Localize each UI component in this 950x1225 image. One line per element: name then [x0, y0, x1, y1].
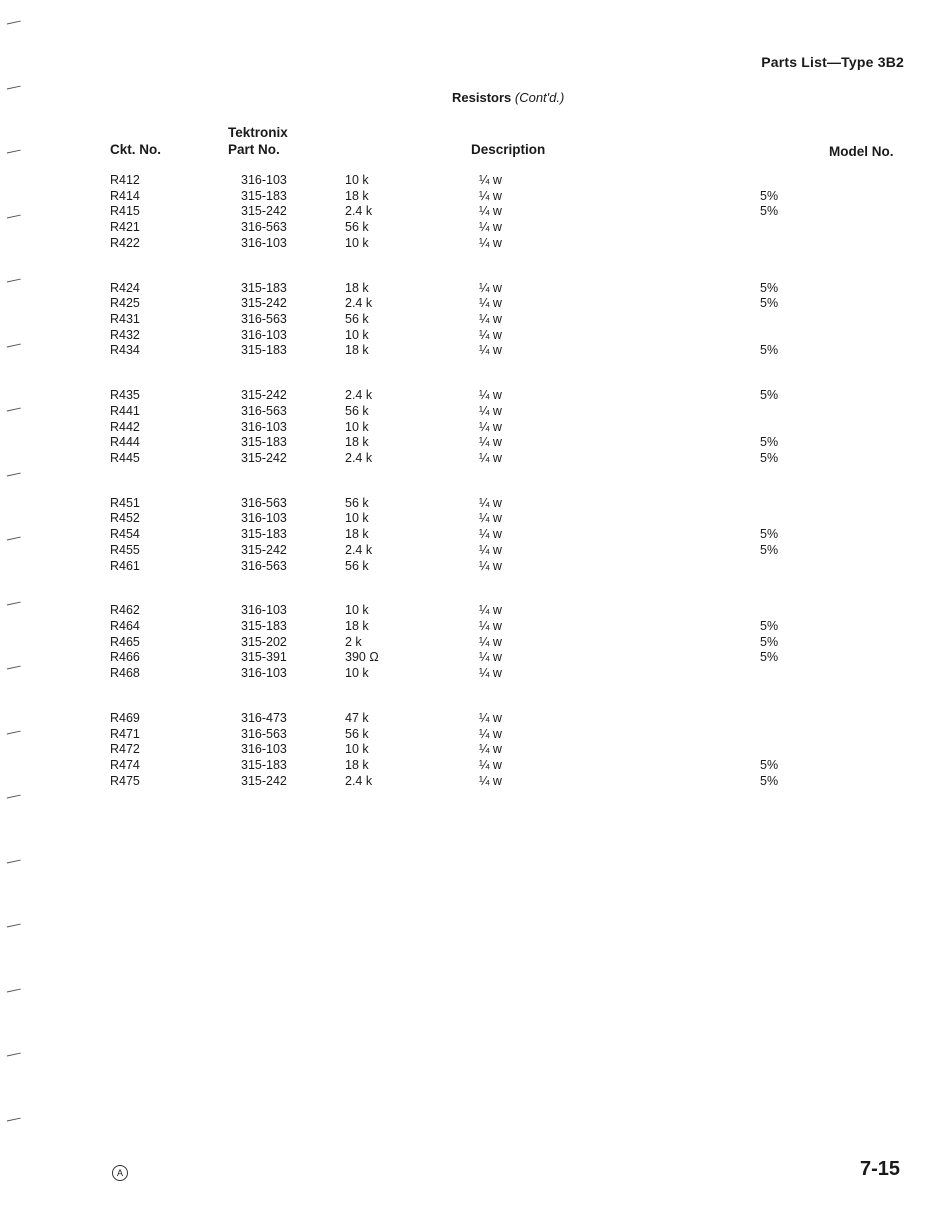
table-row-group: [0, 281, 950, 389]
resistance-cell: 56 k: [345, 220, 369, 235]
resistance-cell: 2.4 k: [345, 542, 373, 557]
margin-mark: [7, 988, 21, 994]
margin-mark: [7, 21, 21, 27]
column-header-part-no-label: Part No.: [228, 142, 280, 157]
wattage-cell: ¼ w: [479, 188, 502, 203]
ckt-no-cell: R441: [110, 403, 140, 418]
tolerance-cell: 5%: [760, 634, 779, 649]
column-header-description: Description: [471, 142, 546, 157]
margin-mark: [7, 1053, 21, 1059]
wattage-cell: ¼ w: [479, 742, 502, 757]
resistance-cell: 2.4 k: [345, 388, 373, 403]
part-no-cell: 315-242: [241, 542, 287, 557]
tolerance-cell: 5%: [760, 388, 779, 403]
wattage-cell: ¼ w: [479, 435, 502, 450]
part-no-cell: 316-563: [241, 403, 287, 418]
wattage-cell: ¼ w: [479, 173, 502, 187]
resistance-cell: 10 k: [345, 235, 369, 250]
wattage-cell: ¼ w: [479, 403, 502, 418]
ckt-no-cell: R475: [110, 773, 140, 788]
ckt-no-cell: R422: [110, 235, 140, 250]
tolerance-cell: 5%: [760, 188, 779, 203]
part-no-cell: 316-563: [241, 220, 287, 235]
wattage-cell: ¼ w: [479, 450, 502, 465]
company-logo: A: [112, 1165, 128, 1181]
tolerance-cell: 5%: [760, 280, 779, 295]
ckt-no-cell: R469: [110, 710, 140, 725]
resistance-cell: 47 k: [345, 710, 369, 725]
wattage-cell: ¼ w: [479, 710, 502, 725]
wattage-cell: ¼ w: [479, 296, 502, 311]
ckt-no-cell: R421: [110, 220, 140, 235]
table-row: [0, 758, 950, 774]
table-row: [0, 420, 950, 436]
part-no-cell: 316-563: [241, 558, 287, 573]
ckt-no-cell: R445: [110, 450, 140, 465]
part-no-cell: 315-242: [241, 773, 287, 788]
part-no-cell: 316-103: [241, 666, 287, 681]
part-no-cell: 316-563: [241, 726, 287, 741]
margin-mark: [7, 924, 21, 930]
part-no-cell: 315-242: [241, 388, 287, 403]
ckt-no-cell: R414: [110, 188, 140, 203]
resistance-cell: 56 k: [345, 558, 369, 573]
table-row-group: [0, 173, 950, 281]
part-no-cell: 316-103: [241, 511, 287, 526]
table-row: [0, 774, 950, 790]
resistance-cell: 18 k: [345, 343, 369, 358]
part-no-cell: 316-103: [241, 419, 287, 434]
table-row: [0, 635, 950, 651]
table-row: [0, 543, 950, 559]
section-title: [452, 90, 564, 105]
part-no-cell: 315-202: [241, 634, 287, 649]
table-row: [0, 742, 950, 758]
ckt-no-cell: R415: [110, 204, 140, 219]
wattage-cell: ¼ w: [479, 527, 502, 542]
table-row: [0, 312, 950, 328]
resistance-cell: 10 k: [345, 419, 369, 434]
part-no-cell: 316-103: [241, 327, 287, 342]
running-head: Parts List—Type 3B2: [761, 54, 904, 70]
table-row-group: [0, 711, 950, 819]
wattage-cell: ¼ w: [479, 511, 502, 526]
table-row: [0, 527, 950, 543]
tolerance-cell: 5%: [760, 619, 779, 634]
tolerance-cell: 5%: [760, 773, 779, 788]
tolerance-cell: 5%: [760, 650, 779, 665]
section-title-text: Resistors: [452, 90, 512, 105]
table-row-group: [0, 603, 950, 711]
wattage-cell: ¼ w: [479, 343, 502, 358]
resistance-cell: 56 k: [345, 726, 369, 741]
tolerance-cell: 5%: [760, 435, 779, 450]
resistance-cell: 18 k: [345, 758, 369, 773]
column-header-part-no: [228, 124, 288, 158]
tolerance-cell: 5%: [760, 343, 779, 358]
part-no-cell: 315-242: [241, 296, 287, 311]
wattage-cell: ¼ w: [479, 634, 502, 649]
table-row: [0, 666, 950, 682]
table-row: [0, 451, 950, 467]
part-no-cell: 315-242: [241, 204, 287, 219]
table-row: [0, 343, 950, 359]
ckt-no-cell: R464: [110, 619, 140, 634]
wattage-cell: ¼ w: [479, 311, 502, 326]
part-no-cell: 315-183: [241, 619, 287, 634]
column-header-model-no: Model No.: [829, 144, 894, 159]
part-no-cell: 316-473: [241, 710, 287, 725]
tolerance-cell: 5%: [760, 204, 779, 219]
table-row: [0, 189, 950, 205]
table-row: [0, 236, 950, 252]
resistance-cell: 10 k: [345, 742, 369, 757]
ckt-no-cell: R444: [110, 435, 140, 450]
table-row: [0, 220, 950, 236]
resistance-cell: 390 Ω: [345, 650, 379, 665]
resistance-cell: 10 k: [345, 666, 369, 681]
table-row: [0, 711, 950, 727]
table-row: [0, 204, 950, 220]
wattage-cell: ¼ w: [479, 726, 502, 741]
part-no-cell: 315-183: [241, 435, 287, 450]
resistance-cell: 18 k: [345, 188, 369, 203]
margin-mark: [7, 150, 21, 156]
wattage-cell: ¼ w: [479, 773, 502, 788]
ckt-no-cell: R474: [110, 758, 140, 773]
resistance-cell: 10 k: [345, 603, 369, 618]
resistance-cell: 2.4 k: [345, 296, 373, 311]
table-row: [0, 619, 950, 635]
table-row: [0, 511, 950, 527]
resistance-cell: 56 k: [345, 495, 369, 510]
table-row: [0, 296, 950, 312]
tolerance-cell: 5%: [760, 758, 779, 773]
wattage-cell: ¼ w: [479, 419, 502, 434]
table-row-group: [0, 388, 950, 496]
wattage-cell: ¼ w: [479, 603, 502, 618]
part-no-cell: 315-183: [241, 758, 287, 773]
resistance-cell: 56 k: [345, 403, 369, 418]
tolerance-cell: 5%: [760, 542, 779, 557]
table-row: [0, 435, 950, 451]
wattage-cell: ¼ w: [479, 650, 502, 665]
margin-mark: [7, 85, 21, 91]
wattage-cell: ¼ w: [479, 666, 502, 681]
ckt-no-cell: R435: [110, 388, 140, 403]
ckt-no-cell: R468: [110, 666, 140, 681]
wattage-cell: ¼ w: [479, 542, 502, 557]
wattage-cell: ¼ w: [479, 327, 502, 342]
page-number: 7-15: [859, 1158, 900, 1180]
wattage-cell: ¼ w: [479, 388, 502, 403]
ckt-no-cell: R431: [110, 311, 140, 326]
ckt-no-cell: R442: [110, 419, 140, 434]
wattage-cell: ¼ w: [479, 204, 502, 219]
resistance-cell: 18 k: [345, 280, 369, 295]
table-row: [0, 727, 950, 743]
table-row: [0, 281, 950, 297]
wattage-cell: ¼ w: [479, 558, 502, 573]
ckt-no-cell: R425: [110, 296, 140, 311]
column-header-ckt-no: Ckt. No.: [110, 142, 162, 157]
part-no-cell: 316-103: [241, 235, 287, 250]
parts-table: [0, 173, 950, 819]
resistance-cell: 2 k: [345, 634, 362, 649]
table-row: [0, 650, 950, 666]
resistance-cell: 2.4 k: [345, 204, 373, 219]
part-no-cell: 315-183: [241, 280, 287, 295]
table-row: [0, 603, 950, 619]
table-row: [0, 496, 950, 512]
wattage-cell: ¼ w: [479, 280, 502, 295]
section-title-continued: (Cont'd.): [514, 90, 565, 105]
ckt-no-cell: R434: [110, 343, 140, 358]
ckt-no-cell: R465: [110, 634, 140, 649]
wattage-cell: ¼ w: [479, 220, 502, 235]
ckt-no-cell: R451: [110, 495, 140, 510]
margin-mark: [7, 1117, 21, 1123]
part-no-cell: 316-563: [241, 495, 287, 510]
table-row: [0, 388, 950, 404]
resistance-cell: 2.4 k: [345, 450, 373, 465]
resistance-cell: 56 k: [345, 311, 369, 326]
part-no-cell: 316-563: [241, 311, 287, 326]
ckt-no-cell: R461: [110, 558, 140, 573]
ckt-no-cell: R455: [110, 542, 140, 557]
part-no-cell: 315-391: [241, 650, 287, 665]
ckt-no-cell: R452: [110, 511, 140, 526]
tolerance-cell: 5%: [760, 527, 779, 542]
part-no-cell: 316-103: [241, 742, 287, 757]
table-row: [0, 404, 950, 420]
ckt-no-cell: R454: [110, 527, 140, 542]
ckt-no-cell: R432: [110, 327, 140, 342]
wattage-cell: ¼ w: [479, 758, 502, 773]
column-header-tektronix: Tektronix: [228, 125, 288, 140]
table-row: [0, 559, 950, 575]
part-no-cell: 316-103: [241, 173, 287, 187]
resistance-cell: 10 k: [345, 327, 369, 342]
part-no-cell: 315-183: [241, 188, 287, 203]
tolerance-cell: 5%: [760, 296, 779, 311]
part-no-cell: 315-242: [241, 450, 287, 465]
ckt-no-cell: R472: [110, 742, 140, 757]
table-row: [0, 173, 950, 189]
wattage-cell: ¼ w: [479, 619, 502, 634]
tolerance-cell: 5%: [760, 450, 779, 465]
table-row-group: [0, 496, 950, 604]
table-row: [0, 328, 950, 344]
ckt-no-cell: R412: [110, 173, 140, 187]
ckt-no-cell: R466: [110, 650, 140, 665]
part-no-cell: 316-103: [241, 603, 287, 618]
resistance-cell: 18 k: [345, 527, 369, 542]
ckt-no-cell: R462: [110, 603, 140, 618]
resistance-cell: 10 k: [345, 173, 369, 187]
wattage-cell: ¼ w: [479, 235, 502, 250]
part-no-cell: 315-183: [241, 527, 287, 542]
resistance-cell: 18 k: [345, 619, 369, 634]
part-no-cell: 315-183: [241, 343, 287, 358]
ckt-no-cell: R424: [110, 280, 140, 295]
resistance-cell: 10 k: [345, 511, 369, 526]
margin-mark: [7, 859, 21, 865]
resistance-cell: 18 k: [345, 435, 369, 450]
resistance-cell: 2.4 k: [345, 773, 373, 788]
ckt-no-cell: R471: [110, 726, 140, 741]
wattage-cell: ¼ w: [479, 495, 502, 510]
